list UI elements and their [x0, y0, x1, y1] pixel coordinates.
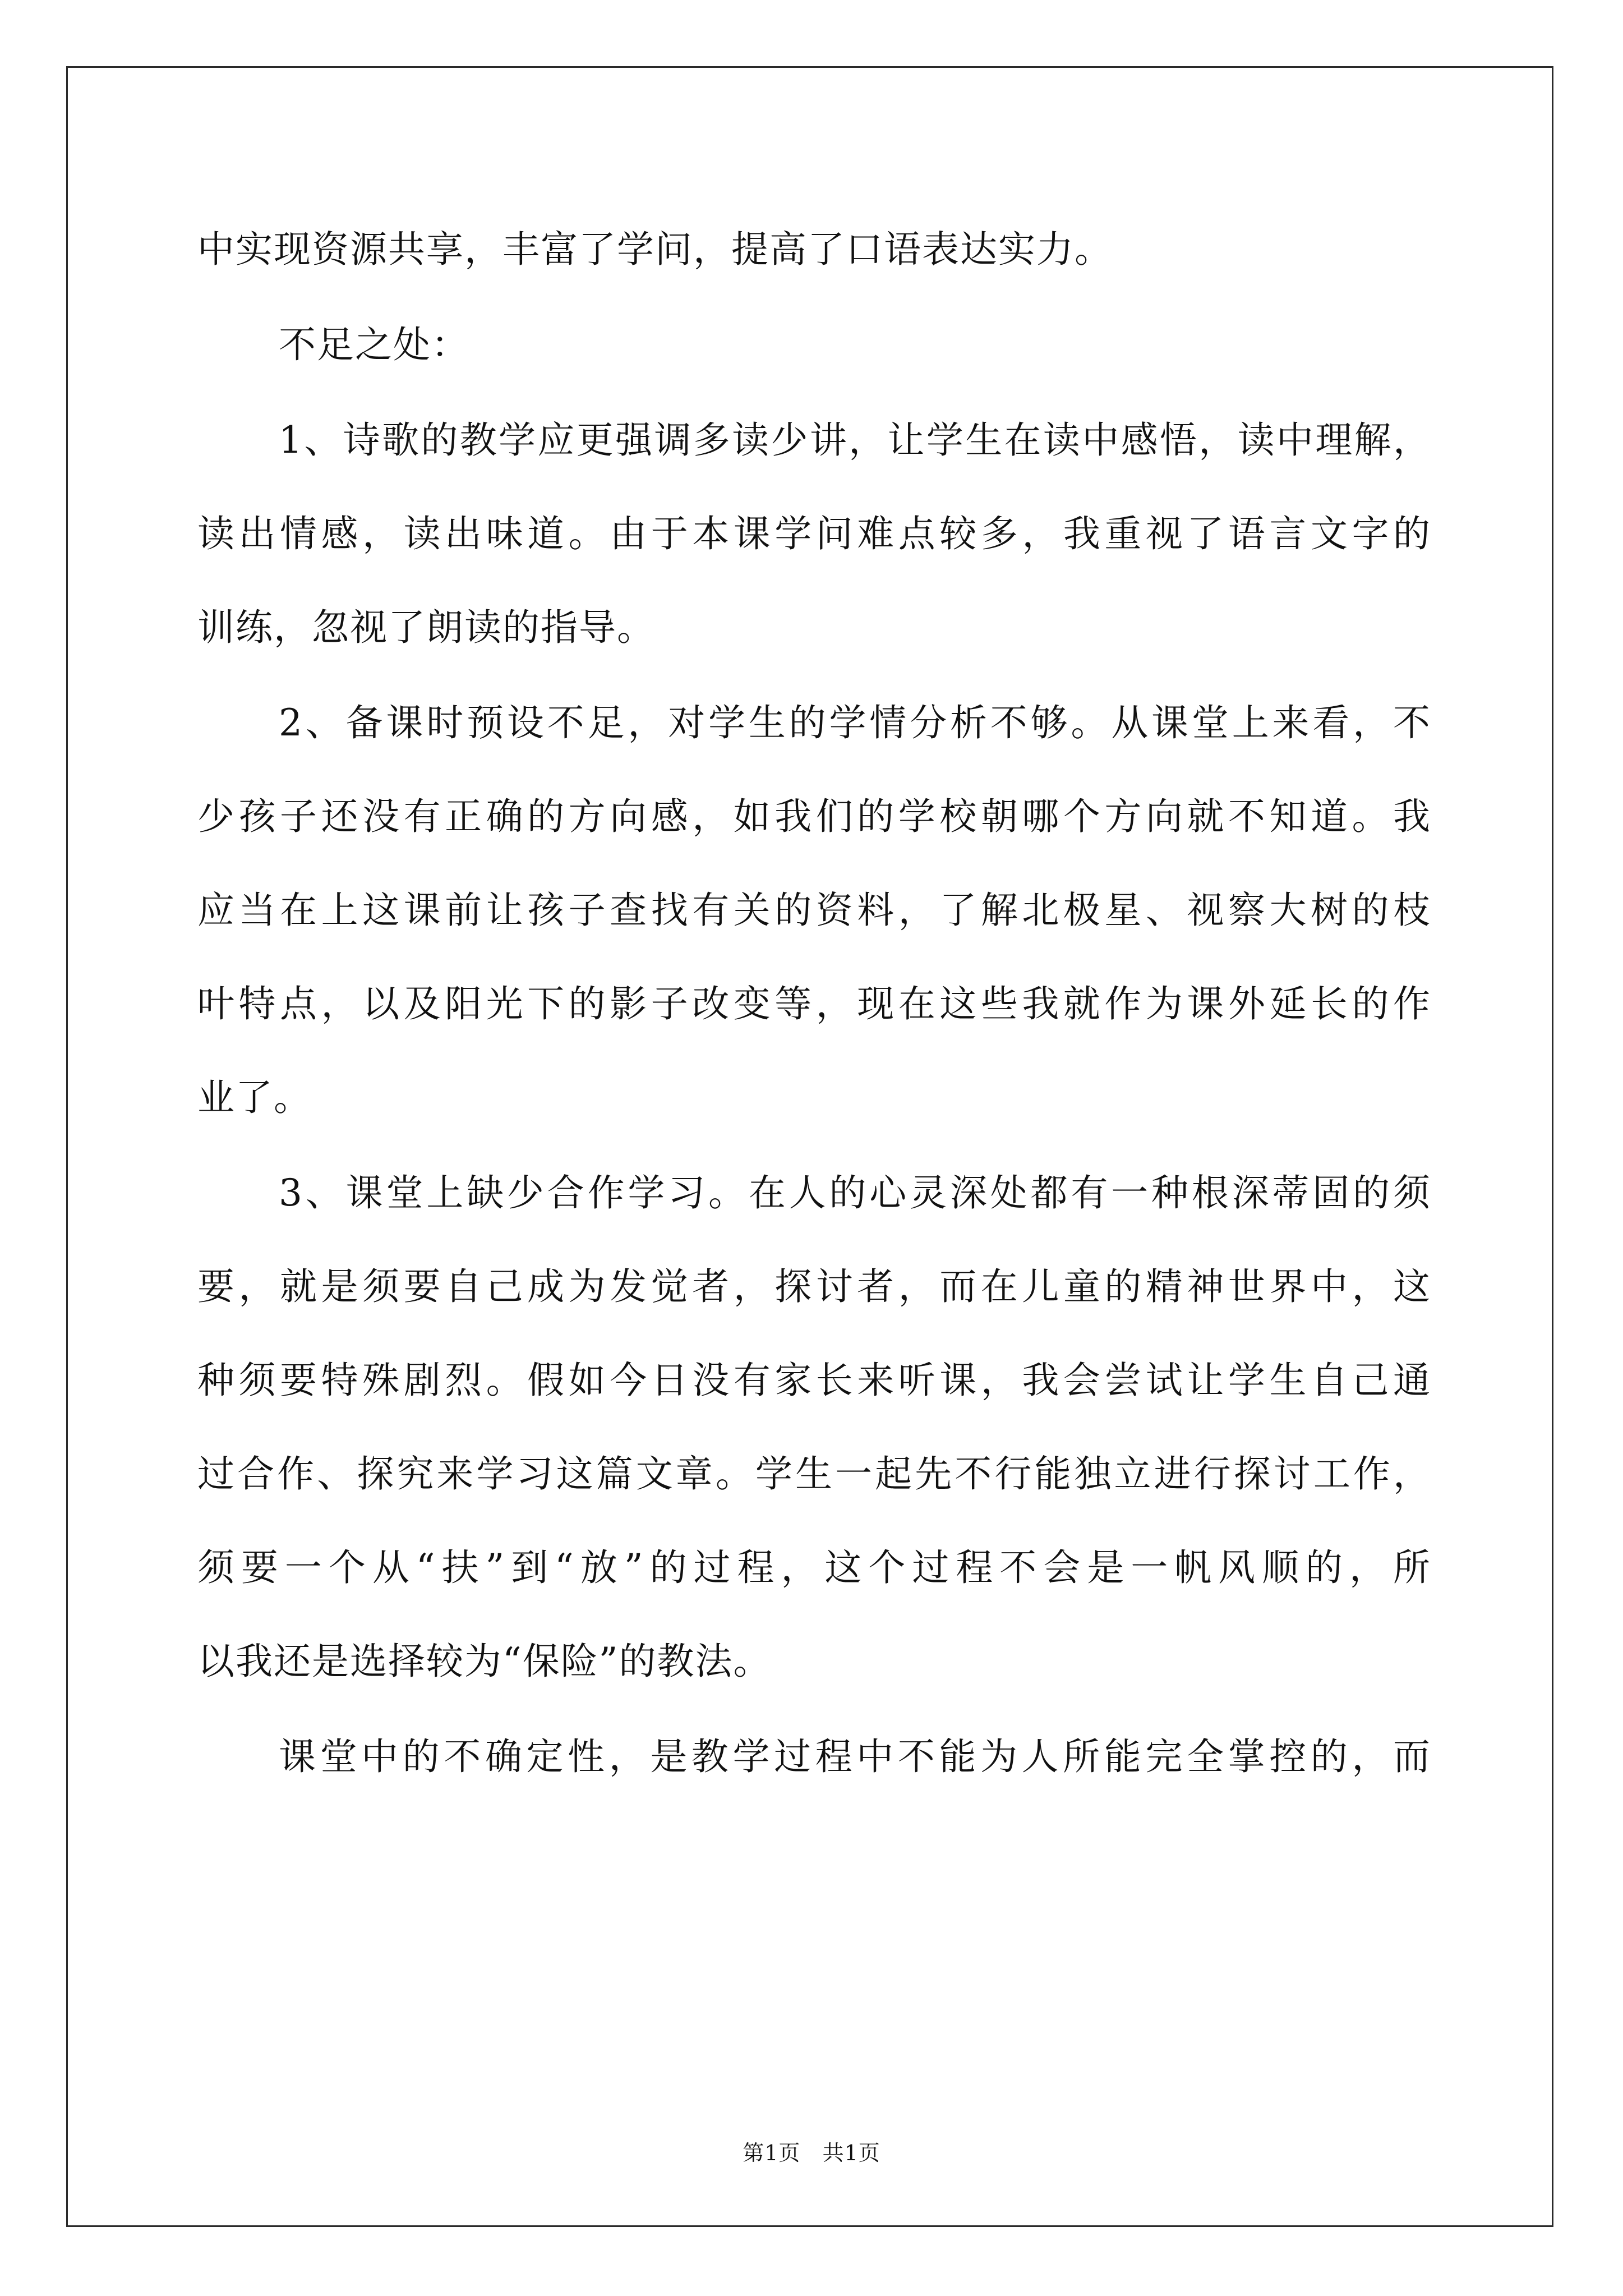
text-line: 须要一个从“扶”到“放”的过程，这个过程不会是一帆风顺的，所	[197, 1546, 1431, 1589]
text-line: 应当在上这课前让孩子查找有关的资料，了解北极星、视察大树的枝	[197, 889, 1431, 932]
section-heading: 不足之处：	[279, 323, 469, 366]
page-number-footer: 第1页 共1页	[743, 2141, 880, 2165]
text-line: 少孩子还没有正确的方向感，如我们的学校朝哪个方向就不知道。我	[197, 795, 1431, 838]
page-border	[66, 66, 1553, 2227]
text-line: 1、诗歌的教学应更强调多读少讲，让学生在读中感悟，读中理解，	[279, 418, 1431, 462]
text-line: 要，就是须要自己成为发觉者，探讨者，而在儿童的精神世界中，这	[197, 1265, 1431, 1308]
text-line: 中实现资源共享，丰富了学问，提高了口语表达实力。	[197, 228, 1113, 271]
text-line: 2、备课时预设不足，对学生的学情分析不够。从课堂上来看，不	[279, 701, 1431, 744]
text-line: 过合作、探究来学习这篇文章。学生一起先不行能独立进行探讨工作，	[197, 1452, 1431, 1496]
text-line: 3、课堂上缺少合作学习。在人的心灵深处都有一种根深蒂固的须	[279, 1171, 1431, 1214]
text-line: 训练，忽视了朗读的指导。	[197, 606, 655, 649]
text-line: 读出情感，读出味道。由于本课学问难点较多，我重视了语言文字的	[197, 512, 1431, 555]
text-line: 叶特点，以及阳光下的影子改变等，现在这些我就作为课外延长的作	[197, 982, 1431, 1025]
text-line: 以我还是选择较为“保险”的教法。	[197, 1640, 772, 1683]
text-line: 课堂中的不确定性，是教学过程中不能为人所能完全掌控的，而	[279, 1735, 1431, 1778]
text-line: 业了。	[197, 1076, 312, 1119]
text-line: 种须要特殊剧烈。假如今日没有家长来听课，我会尝试让学生自己通	[197, 1359, 1431, 1402]
